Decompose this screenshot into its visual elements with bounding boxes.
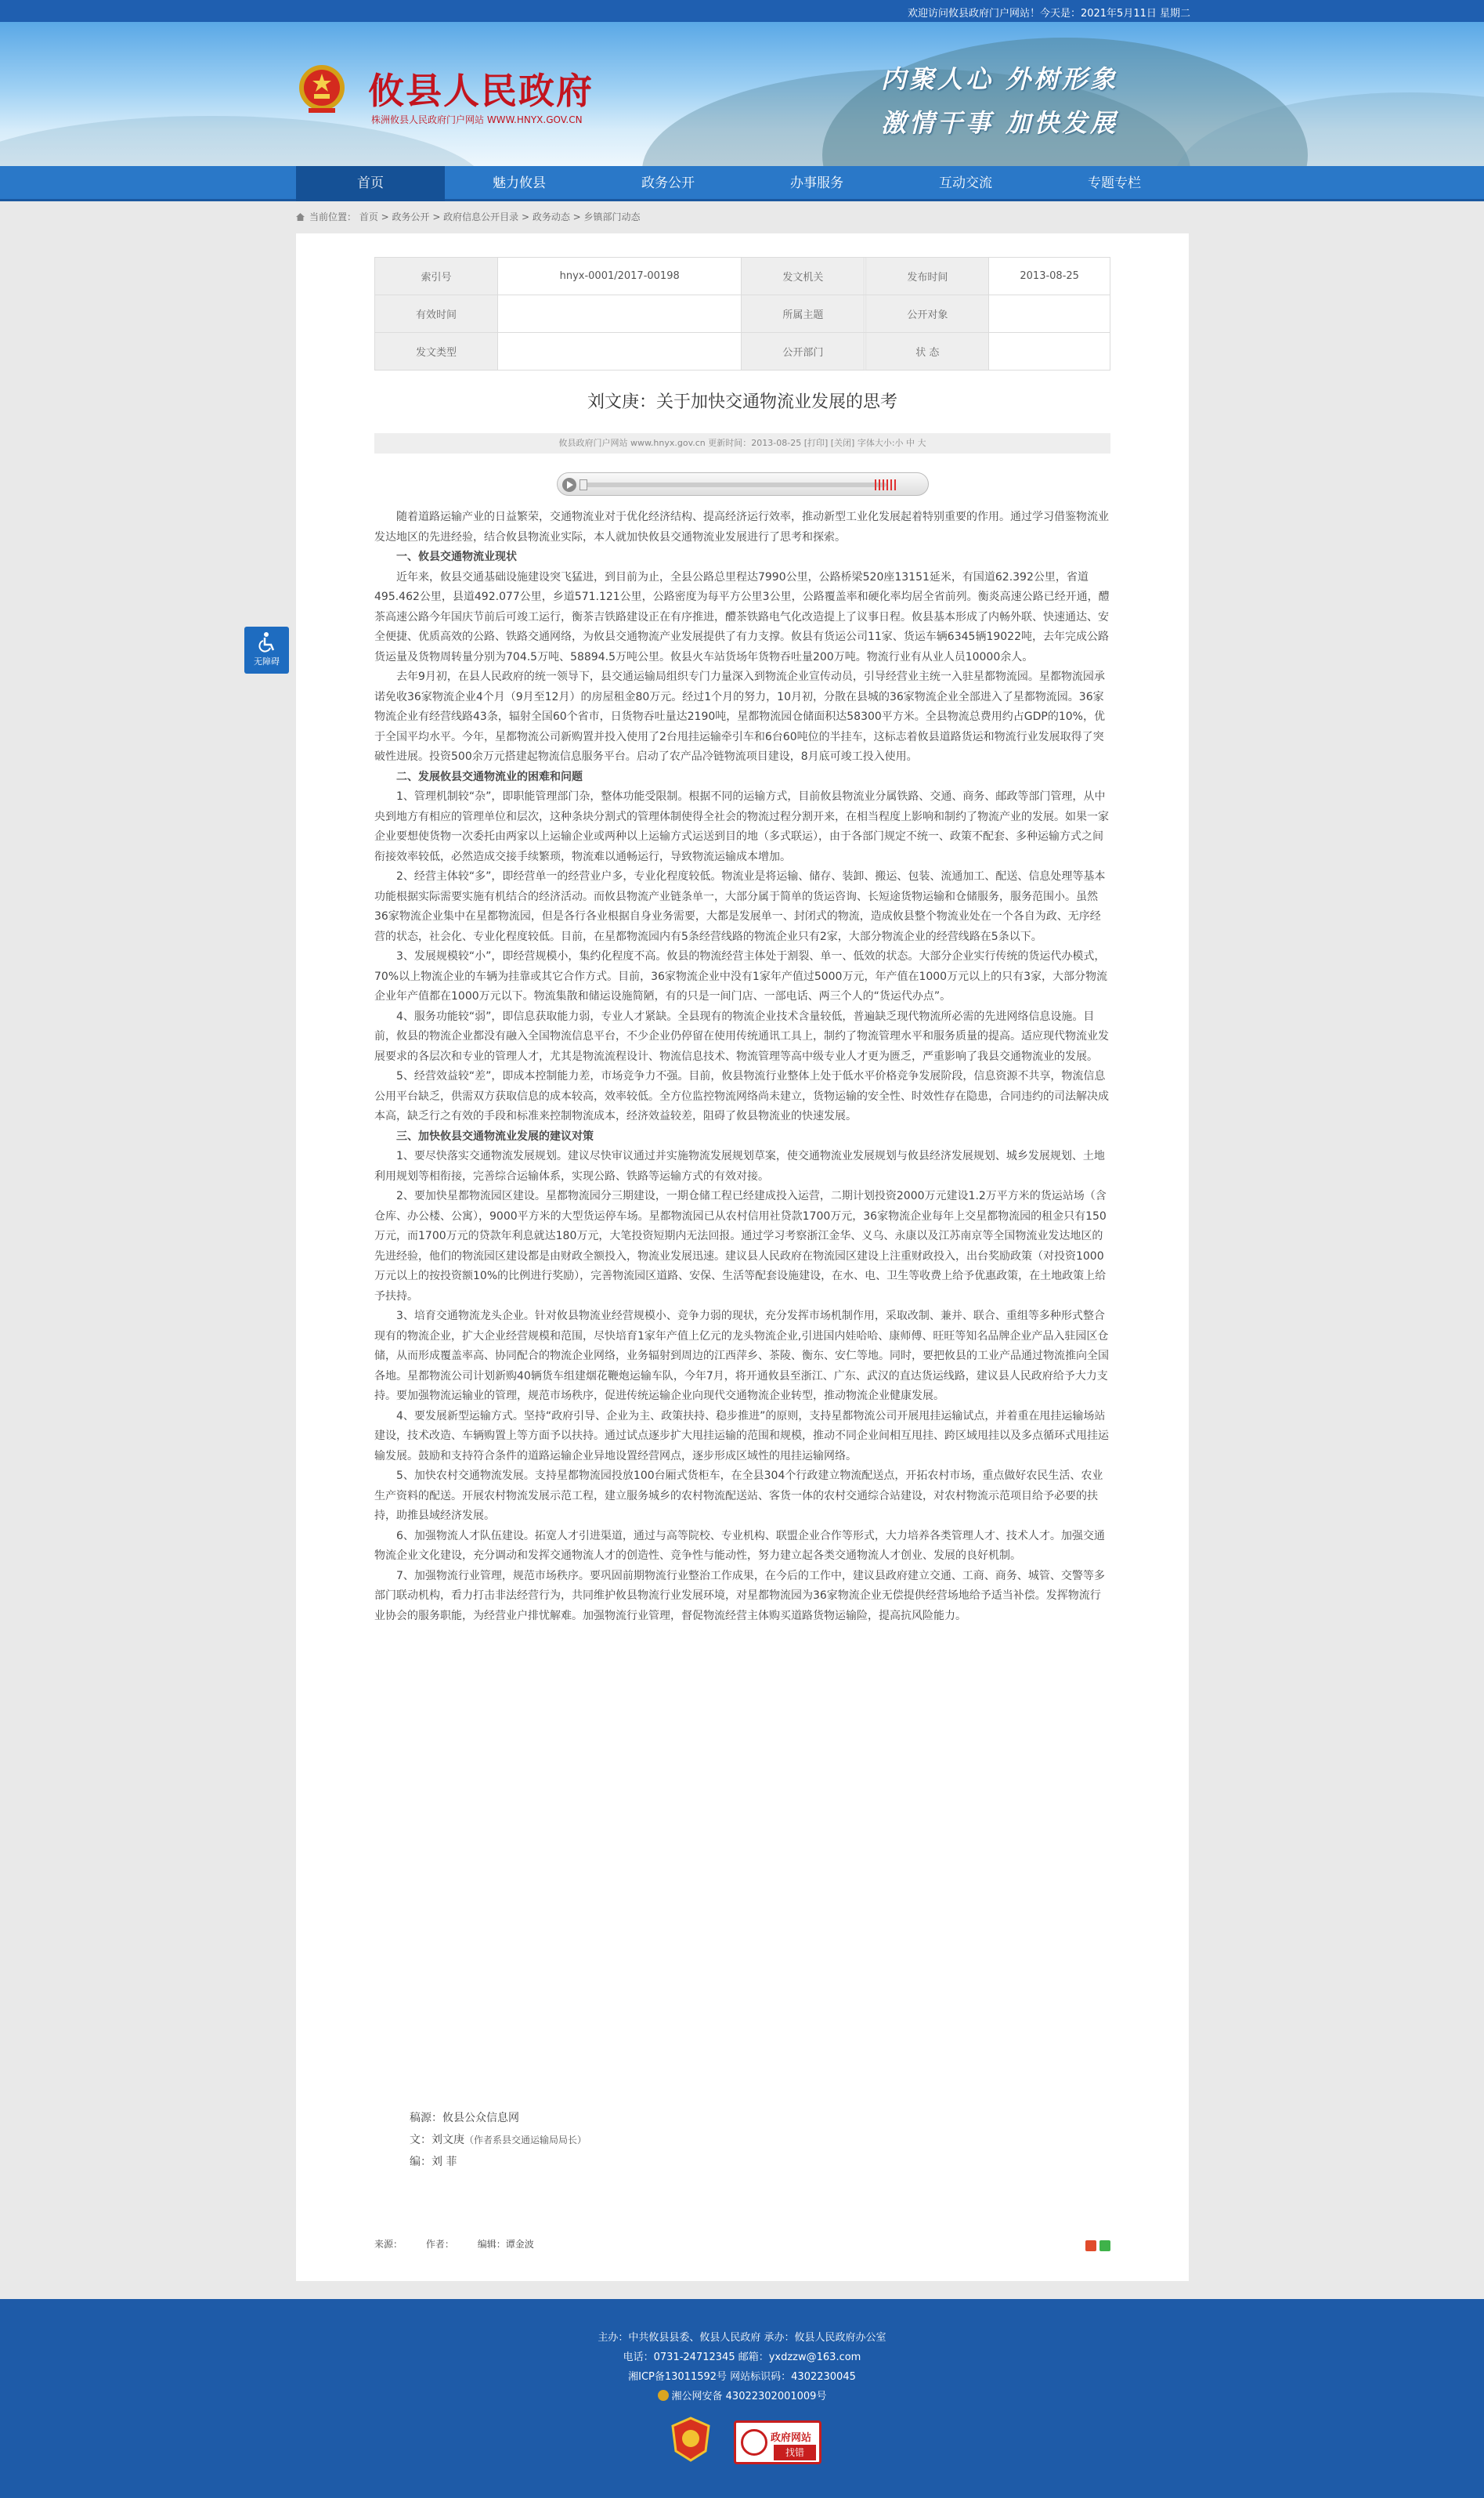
- article-footline: [374, 2237, 1110, 2250]
- credit-author: 文：刘文庚: [410, 2134, 464, 2146]
- section-heading: 三、加快攸县交通物流业发展的建议对策: [396, 1130, 594, 1143]
- footline-author: 作者：: [425, 2239, 454, 2250]
- credit-source: 稿源：攸县公众信息网: [410, 2112, 519, 2124]
- site-footer: [0, 2299, 1484, 2498]
- main-nav: [0, 166, 1484, 201]
- paragraph: 7、加强物流行业管理，规范市场秩序。要巩固前期物流行业整治工作成果，在今后的工作中，建议县政府建立交通、工商、商务、城管、交警等多部门联动机构，看力打击非法经营行为，共同维护攸县物流行业发展环境，对星都物流园为36家物流企业无偿提供经营场地给予适当补偿。发挥物流行业协会的服务职能，为经营业户排忧解难。加强物流行业管理，督促物流经营主体购买道路货物运输险，提高抗风险能力。: [374, 1569, 1105, 1622]
- audio-progress-knob[interactable]: [580, 479, 587, 490]
- paragraph: 4、要发展新型运输方式。坚持“政府引导、企业为主、政策扶持、稳步推进”的原则，支持星都物流公司开展甩挂运输试点，并着重在甩挂运输场站建设，技术改造、车辆购置上等方面予以扶持。通过试点逐步扩大甩挂运输的范围和规模，推动不同企业间相互甩挂、跨区域甩挂以及多点循环式甩挂运输发展。鼓励和支持符合条件的道路运输企业异地设置经营网点，逐步形成区域性的甩挂运输网络。: [374, 1409, 1109, 1462]
- meta-label: 索引号: [375, 258, 498, 295]
- audio-player[interactable]: [557, 472, 929, 496]
- meta-value: 2013-08-25: [989, 258, 1110, 295]
- meta-value: [498, 295, 742, 333]
- paragraph: 近年来，攸县交通基础设施建设突飞猛进，到目前为止，全县公路总里程达7990公里，公路桥梁520座13151延米，有国道62.392公里，省道495.462公里，县道492.077公里，乡道571.121公里，公路密度为每平方公里3公里，公路覆盖率和硬化率均居全省前列。衡炎高速公路已经开通，醴茶高速公路今年国庆节前后可竣工运行，衡茶吉铁路建设正在有序推进，醴茶铁路电气化改造提上了议事日程。攸县基本形成了内畅外联、快速通达、安全便捷、优质高效的公路、铁路交通网络，为攸县交通物流产业发展提供了有力支撑。攸县有货运公司11家、货运车辆6345辆19022吨，去年完成公路货运量及货物周转量分别为704.5万吨、58894.5万吨公里。攸县火车站货场年货物吞吐量200万吨。物流行业有从业人员10000余人。: [374, 570, 1110, 663]
- paragraph: 1、要尽快落实交通物流发展规划。建议尽快审议通过并实施物流发展规划草案，使交通物流业发展规划与攸县经济发展规划、城乡发展规划、土地利用规划等相衔接，完善综合运输体系，实现公路、铁路等运输方式的有效对接。: [374, 1150, 1105, 1183]
- nav-item-interaction[interactable]: 互动交流: [939, 175, 992, 191]
- nav-item-home[interactable]: 首页: [296, 166, 445, 201]
- meta-label: 发文机关: [742, 258, 865, 295]
- meta-label: 状 态: [866, 333, 989, 371]
- meta-label: 公开部门: [742, 333, 865, 371]
- paragraph: 5、加快农村交通物流发展。支持星都物流园投放100台厢式货柜车，在全县304个行政建立物流配送点，开拓农村市场，重点做好农民生活、农业生产资料的配送。开展农村物流发展示范工程，建立服务城乡的农村物流配送站、客货一体的农村交通综合站建设，对农村物流示范项目给予必要的扶持，助推县域经济发展。: [374, 1470, 1103, 1522]
- breadcrumb: [296, 210, 641, 223]
- paragraph: 3、培育交通物流龙头企业。针对攸县物流业经营规模小、竞争力弱的现状，充分发挥市场机制作用，采取改制、兼并、联合、重组等多种形式整合现有的物流企业，扩大企业经营规模和范围，尽快培育1家年产值上亿元的龙头物流企业,引进国内娃哈哈、康师傅、旺旺等知名品牌企业产品入驻园区仓储，从而形成覆盖率高、协同配合的物流企业网络，业务辐射到周边的江西萍乡、茶陵、衡东、安仁等地。同时，要把攸县的工业产品通过物流推向全国各地。星都物流公司计划新购40辆货车组建烟花鞭炮运输车队，今年7月，将开通攸县至浙江、广东、武汉的直达货运线路，建议县人民政府给予大力支持。要加强物流运输业的管理，规范市场秩序，促进传统运输企业向现代交通物流企业转型，推动物流企业健康发展。: [374, 1310, 1109, 1402]
- meta-value: [989, 295, 1110, 333]
- search-icon: [741, 2429, 767, 2456]
- credit-editor: 编：刘 菲: [410, 2156, 457, 2168]
- site-subtitle: 株洲攸县人民政府门户网站 WWW.HNYX.GOV.CN: [371, 114, 583, 125]
- nav-item-topics[interactable]: 专题专栏: [1088, 175, 1141, 191]
- meta-row: [375, 333, 1110, 371]
- nav-item-services[interactable]: 办事服务: [790, 175, 843, 191]
- article-title: 刘文庚：关于加快交通物流业发展的思考: [587, 392, 897, 412]
- badge-text-1: 政府网站: [771, 2432, 812, 2444]
- footer-icp[interactable]: 湘ICP备13011592号 网站标识码：4302230045: [628, 2371, 856, 2383]
- footline-source: 来源：: [374, 2239, 403, 2250]
- footer-contact: 电话：0731-24712345 邮箱：yxdzzw@163.com: [623, 2352, 861, 2363]
- nav-item-charm[interactable]: 魅力攸县: [493, 175, 546, 191]
- meta-row: [375, 295, 1110, 333]
- section-heading: 二、发展攸县交通物流业的困难和问题: [396, 770, 583, 783]
- section-heading: 一、攸县交通物流业现状: [396, 551, 517, 563]
- site-header: [0, 22, 1484, 166]
- nav-item-gov-affairs[interactable]: 政务公开: [641, 175, 695, 191]
- meta-label: 发布时间: [866, 258, 989, 295]
- paragraph: 随着道路运输产业的日益繁荣，交通物流业对于优化经济结构、提高经济运行效率，推动新型工业化发展起着特别重要的作用。通过学习借鉴物流业发达地区的先进经验，结合攸县物流业实际，本人就加快攸县交通物流业发展进行了思考和探索。: [374, 511, 1109, 544]
- article-body: [374, 508, 1110, 1626]
- paragraph: 3、发展规模较“小”，即经营规模小，集约化程度不高。攸县的物流经营主体处于割裂、单一、低效的状态。大部分企业实行传统的货运代办模式，70%以上物流企业的车辆为挂靠或其它合作方式。目前，36家物流企业中没有1家年产值过5000万元，年产值在1000万元以上的只有3家，大部分物流企业年产值都在1000万元以下。物流集散和储运设施简陋，有的只是一间门店、一部电话、两三个人的“货运代办点”。: [374, 950, 1108, 1003]
- wheelchair-icon: [258, 631, 276, 653]
- meta-value: [989, 333, 1110, 371]
- paragraph: 4、服务功能较“弱”，即信息获取能力弱，专业人才紧缺。全县现有的物流企业技术含量较低，普遍缺乏现代物流所必需的先进网络信息设施。目前，攸县的物流企业都没有融入全国物流信息平台，不少企业仍停留在使用传统通讯工具上，制约了物流管理水平和服务质量的提高。适应现代物流业发展要求的各层次和专业的管理人才，尤其是物流流程设计、物流信息技术、物流管理等高中级专业人才更为匮乏，严重影响了我县交通物流业的发展。: [374, 1010, 1109, 1063]
- article-credits: [410, 2107, 587, 2173]
- welcome-text: 欢迎访问攸县政府门户网站！今天是：2021年5月11日 星期二: [907, 8, 1190, 20]
- meta-label: 所属主题: [742, 295, 865, 333]
- audio-progress-track[interactable]: [581, 483, 886, 487]
- paragraph: 2、经营主体较“多”，即经营单一的经营业户多，专业化程度较低。物流业是将运输、储存、装卸、搬运、包装、流通加工、配送、信息处理等基本功能根据实际需要实施有机结合的经济活动。而攸县物流产业链条单一，大部分属于简单的货运咨询、长短途货物运输和仓储服务，服务范围小。虽然36家物流企业集中在星都物流园，但是各行各业根据自身业务需要，大都是发展单一、封闭式的物流，造成攸县整个物流业处在一个各自为政、无序经营的状态，社会化、专业化程度较低。目前，在星都物流园内有5条经营线路的物流企业只有2家，大部分物流企业的经营线路在5条以下。: [374, 870, 1106, 943]
- footline-editor: 编辑：谭金波: [477, 2239, 534, 2250]
- meta-row: [375, 258, 1110, 295]
- footer-host: 主办：中共攸县县委、攸县人民政府 承办：攸县人民政府办公室: [598, 2332, 886, 2344]
- share-buttons: [1085, 2240, 1110, 2251]
- badge-text-2: 找错: [774, 2445, 816, 2460]
- paragraph: 2、要加快星都物流园区建设。星都物流园分三期建设，一期仓储工程已经建成投入运营，二期计划投资2000万元建设1.2万平方米的货运站场（含仓库、办公楼、公寓），9000平方米的大型货运停车场。星都物流园已从农村信用社贷款1700万元，36家物流企业每年上交星都物流园的租金只有150万元，而1700万元的贷款年利息就达180万元，大笔投资短期内无法回报。通过学习考察浙江金华、义乌、永康以及江苏南京等全国物流业发达地区的先进经验，他们的物流园区建设都是由财政全额投入，物流业发展迅速。建议县人民政府在物流园区建设上注重财政投入，出台奖励政策（对投资1000万元以上的按投资额10%的比例进行奖励），完善物流园区道路、安保、生活等配套设施建设，在水、电、卫生等收费上给予优惠政策，在土地政策上给予扶持。: [374, 1190, 1107, 1303]
- top-bar: [0, 0, 1484, 22]
- slogan-line-2: 激情干事 加快发展: [881, 108, 1119, 138]
- meta-value: hnyx-0001/2017-00198: [498, 258, 742, 295]
- home-icon: [296, 213, 305, 221]
- breadcrumb-text[interactable]: 当前位置： 首页 > 政务公开 > 政府信息公开目录 > 政务动态 > 乡镇部门动态: [309, 211, 641, 222]
- meta-label: 发文类型: [375, 333, 498, 371]
- national-emblem-icon: [298, 63, 346, 116]
- paragraph: 1、管理机制较“杂”，即职能管理部门杂，整体功能受限制。根据不同的运输方式，目前攸县物流业分属铁路、交通、商务、邮政等部门管理，从中央到地方有相应的管理单位和层次，这种条块分割式的管理体制使得全社会的物流过程分割开来，在相当程度上影响和制约了物流产业的发展。如果一家企业要想使货物一次委托由两家以上运输企业或两种以上运输方式运送到目的地（多式联运），由于各部门规定不统一、政策不配套、多种运输方式之间衔接效率较低，必然造成交接手续繁琐，物流难以通畅运行，导致物流运输成本增加。: [374, 790, 1109, 863]
- party-gov-badge-icon[interactable]: [671, 2417, 710, 2462]
- site-error-report-badge[interactable]: [734, 2420, 821, 2464]
- paragraph: 6、加强物流人才队伍建设。拓宽人才引进渠道，通过与高等院校、专业机构、联盟企业合作等形式，大力培养各类管理人才、技术人才。加强交通物流企业文化建设，充分调动和发挥交通物流人才的创造性、竞争性与能动性，努力建立起各类交通物流人才创业、发展的良好机制。: [374, 1529, 1105, 1562]
- wechat-share-icon[interactable]: [1099, 2240, 1110, 2251]
- site-name[interactable]: 攸县人民政府: [368, 70, 594, 112]
- article-container: [296, 233, 1189, 2281]
- accessibility-button[interactable]: [244, 627, 289, 674]
- paragraph: 5、经营效益较“差”，即成本控制能力差，市场竞争力不强。目前，攸县物流行业整体上处于低水平价格竞争发展阶段，信息资源不共享，物流信息公用平台缺乏，供需双方获取信息的成本较高，效率较低。全方位监控物流网络尚未建立，货物运输的安全性、时效性存在隐患，合同违约的司法解决成本高，缺乏行之有效的手段和标准来控制物流成本，经济效益较差，阻碍了攸县物流业的快速发展。: [374, 1070, 1109, 1122]
- weibo-share-icon[interactable]: [1085, 2240, 1096, 2251]
- paragraph: 去年9月初，在县人民政府的统一领导下，县交通运输局组织专门力量深入到物流企业宣传动员，引导经营业主统一入驻星都物流园。星都物流园承诺免收36家物流企业4个月（9月至12月）的房屋租金80万元。经过1个月的努力，10月初，分散在县城的36家物流企业全部进入了星都物流园。36家物流企业有经营线路43条，辐射全国60个省市，日货物吞吐量达2190吨，星都物流园仓储面积达58300平方米。全县物流总费用约占GDP的10%，优于全国平均水平。今年，星都物流公司新购置并投入使用了2台甩挂运输牵引车和6台60吨位的半挂车，这标志着攸县道路货运和物流行业发展取得了突破性进展。投资500余万元搭建起物流信息服务平台。启动了农产品冷链物流项目建设，8月底可竣工投入使用。: [374, 671, 1105, 763]
- meta-label: 公开对象: [866, 295, 989, 333]
- meta-label: 有效时间: [375, 295, 498, 333]
- volume-icon[interactable]: [875, 479, 898, 490]
- police-badge-icon: [658, 2390, 669, 2401]
- play-icon[interactable]: [562, 478, 576, 492]
- slogan-line-1: 内聚人心 外树形象: [881, 64, 1119, 94]
- meta-table: [374, 257, 1110, 371]
- article-info-bar[interactable]: 攸县政府门户网站 www.hnyx.gov.cn 更新时间：2013-08-25 [打印] [关闭] 字体大小:小 中 大: [374, 433, 1110, 454]
- credit-author-note: （作者系县交通运输局局长）: [464, 2135, 587, 2146]
- meta-value: [498, 333, 742, 371]
- footer-police-record[interactable]: 湘公网安备 43022302001009号: [671, 2391, 827, 2402]
- accessibility-label: 无障碍: [254, 656, 280, 667]
